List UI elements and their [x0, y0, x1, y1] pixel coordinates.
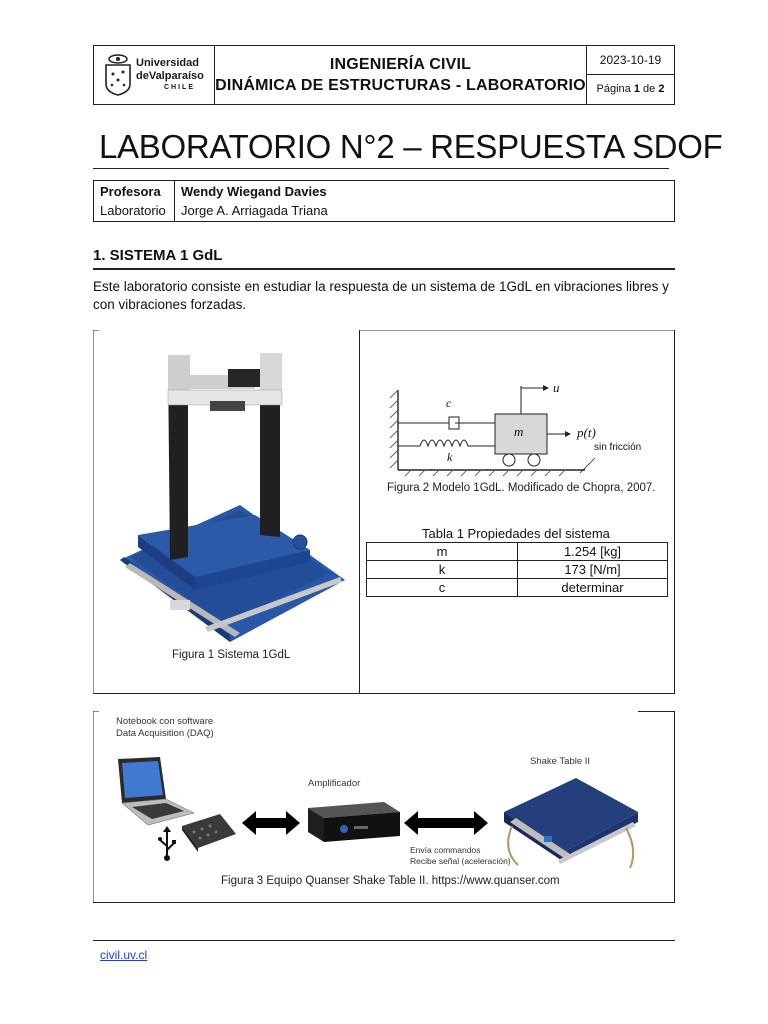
displacement-label: u	[553, 380, 560, 395]
usb-icon	[156, 826, 178, 862]
figure3-caption: Figura 3 Equipo Quanser Shake Table II. https://www.quanser.com	[221, 875, 560, 887]
section-heading: 1. SISTEMA 1 GdL	[93, 247, 223, 264]
shake-table-icon	[498, 770, 643, 870]
properties-table	[366, 542, 668, 597]
intro-paragraph: Este laboratorio consiste en estudiar la respuesta de un sistema de 1GdL en vibraciones libres y con vibraciones forzadas.	[93, 279, 669, 312]
notebook-label-line2: Data Acquisition (DAQ)	[116, 728, 214, 739]
table-cell-value: determinar	[518, 579, 668, 597]
page-number	[587, 75, 674, 104]
notebook-label	[116, 716, 214, 740]
figure2-caption: Figura 2 Modelo 1GdL. Modificado de Chopra, 2007.	[387, 482, 656, 494]
friction-label: sin fricción	[594, 442, 642, 453]
header-date: 2023-10-19	[587, 46, 674, 75]
bidirectional-arrow-icon	[242, 809, 300, 837]
spring-label: k	[447, 450, 453, 464]
page-total: 2	[658, 83, 665, 95]
staff-role: Profesora	[100, 184, 161, 199]
page-current: 1	[633, 83, 640, 95]
page-label: Página	[596, 83, 631, 95]
staff-table	[93, 180, 675, 222]
figure1-caption: Figura 1 Sistema 1GdL	[172, 649, 291, 661]
table-cell-value: 1.254 [kg]	[518, 543, 668, 561]
website-link[interactable]: civil.uv.cl	[100, 948, 148, 962]
notebook-label-line1: Notebook con software	[116, 716, 214, 727]
staff-name: Wendy Wiegand Davies	[181, 184, 327, 199]
header-title-line2: DINÁMICA DE ESTRUCTURAS - LABORATORIO	[215, 77, 586, 94]
university-logo	[94, 46, 215, 104]
staff-role: Laboratorio	[100, 203, 166, 218]
header-title-line1: INGENIERÍA CIVIL	[329, 56, 472, 73]
logo-country: CHILE	[164, 84, 195, 91]
document-header	[93, 45, 675, 105]
logo-name	[136, 58, 204, 82]
mass-label: m	[514, 424, 524, 439]
shake-table-label: Shake Table II	[530, 756, 591, 767]
section-rule	[93, 268, 675, 270]
title-underline	[93, 168, 669, 169]
table-row	[367, 543, 668, 561]
signal-label	[410, 845, 511, 867]
page-of: de	[643, 83, 656, 95]
table1-title: Tabla 1 Propiedades del sistema	[422, 526, 610, 541]
footer-rule	[93, 940, 675, 941]
shield-icon	[103, 54, 133, 96]
table-cell-property: k	[367, 561, 518, 579]
signal-label-line1: Envía commandos	[410, 845, 481, 855]
shake-table-photo	[110, 345, 350, 645]
table-cell-property: c	[367, 579, 518, 597]
figure-divider	[359, 330, 360, 694]
table-cell-property: m	[367, 543, 518, 561]
logo-line2: deValparaíso	[136, 70, 204, 82]
amplifier-icon	[304, 800, 402, 844]
damper-label: c	[446, 396, 452, 410]
table-row	[367, 561, 668, 579]
force-label: p(t)	[577, 425, 596, 440]
header-title	[215, 46, 587, 104]
table-row	[367, 579, 668, 597]
bidirectional-arrow-icon	[404, 809, 488, 837]
amplifier-label: Amplificador	[308, 778, 361, 789]
daq-device-icon	[180, 812, 238, 852]
logo-line1: Universidad	[136, 57, 199, 69]
staff-name: Jorge A. Arriagada Triana	[181, 203, 328, 218]
table-cell-value: 173 [N/m]	[518, 561, 668, 579]
signal-label-line2: Recibe señal (aceleración)	[410, 856, 511, 866]
page-title: LABORATORIO N°2 – RESPUESTA SDOF	[99, 128, 723, 165]
